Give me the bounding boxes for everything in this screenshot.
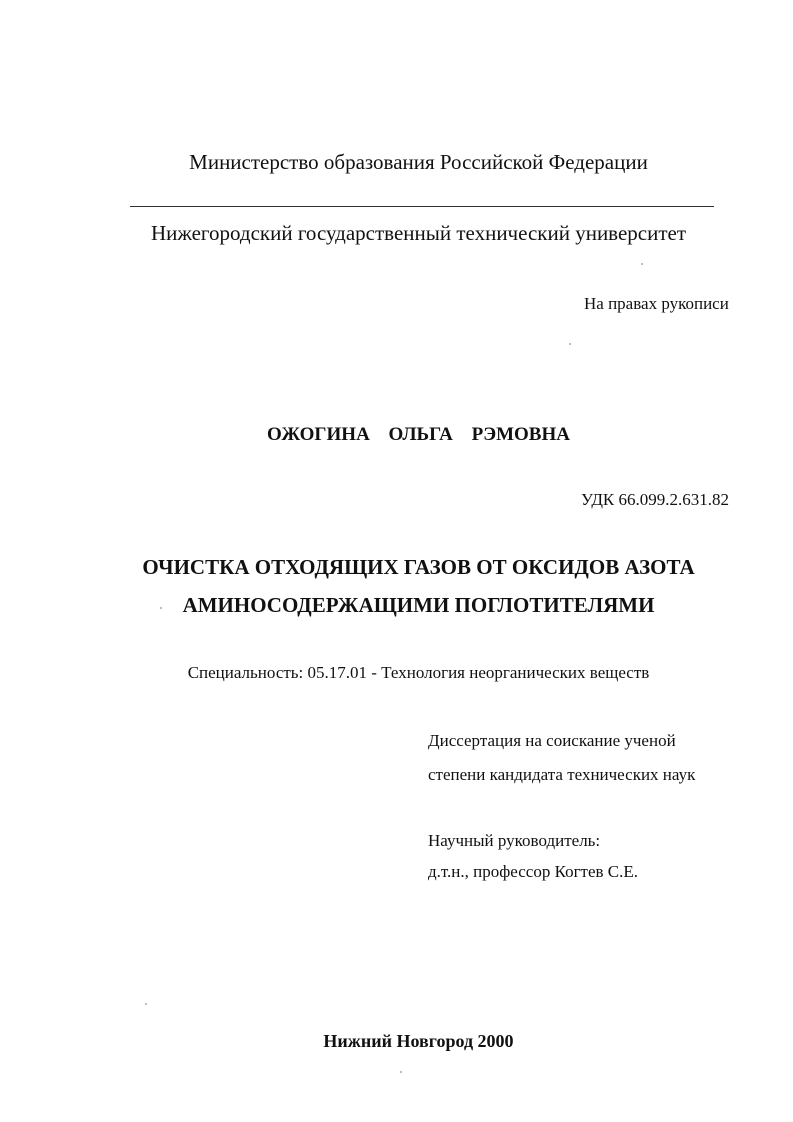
university-heading: Нижегородский государственный технический университет [150,221,687,245]
dissertation-line-1: Диссертация на соискание ученой [428,731,676,750]
header-divider [130,206,714,207]
specialty-line: Специальность: 05.17.01 - Технология неорганических веществ [187,663,650,682]
thesis-title-line-2: АМИНОСОДЕРЖАЩИМИ ПОГЛОТИТЕЛЯМИ [182,593,655,617]
scan-speck [400,1071,402,1073]
city-year: Нижний Новгород 2000 [323,1031,514,1051]
udc-code: УДК 66.099.2.631.82 [581,490,730,509]
author-name: ОЖОГИНА ОЛЬГА РЭМОВНА [267,424,570,445]
supervisor-name: д.т.н., профессор Когтев С.Е. [428,862,639,881]
scan-speck [160,607,162,609]
rights-note: На правах рукописи [584,294,729,313]
scan-speck [569,343,571,345]
supervisor-label: Научный руководитель: [428,831,601,850]
thesis-title-line-1: ОЧИСТКА ОТХОДЯЩИХ ГАЗОВ ОТ ОКСИДОВ АЗОТА [142,555,695,579]
scan-speck [641,263,643,265]
dissertation-line-2: степени кандидата технических наук [428,765,696,784]
ministry-heading: Министерство образования Российской Федерации [189,150,648,174]
scan-speck [145,1003,147,1005]
